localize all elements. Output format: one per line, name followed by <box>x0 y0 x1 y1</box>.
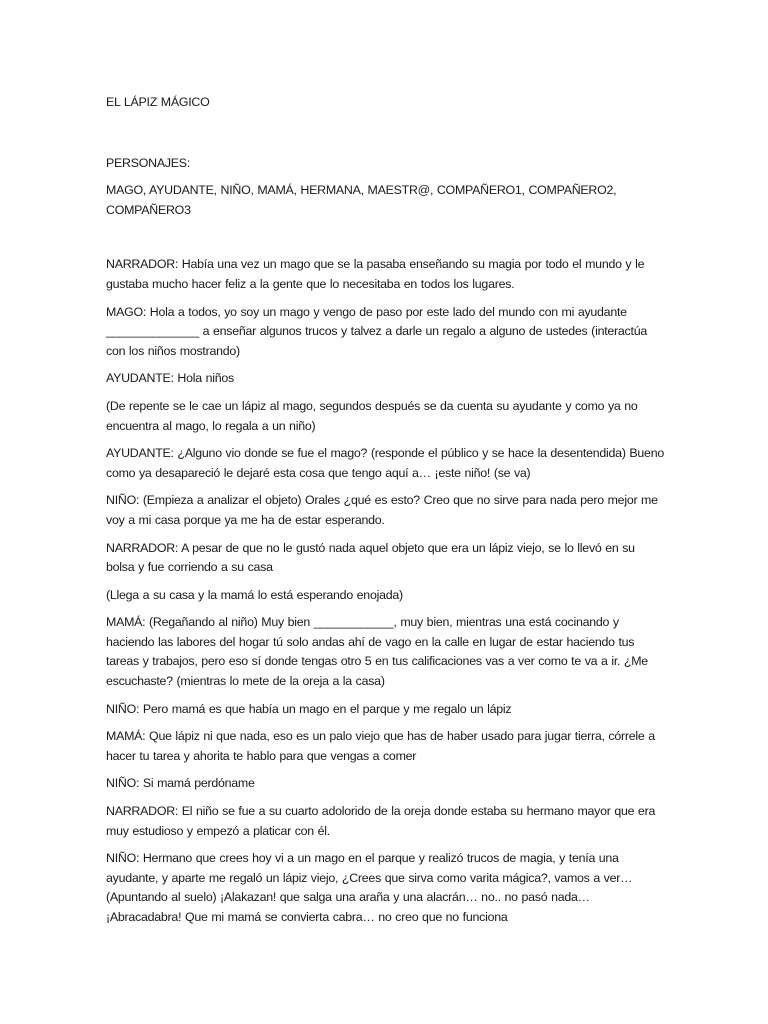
script-paragraph: MAMÁ: (Regañando al niño) Muy bien ____________, muy bien, mientras una está cocinando y haciendo las labores del hogar tú solo andas ahí de vago en la calle en lugar de estar haciendo tus tareas y trabajos, pero eso sí donde tengas otro 5 en tus calificaciones vas a ver como te va a ir. ¿Me escuchaste? (mientras lo mete de la oreja a la casa) <box>106 615 648 689</box>
stage-direction: (Llega a su casa y la mamá lo está esperando enojada) <box>106 587 403 602</box>
document-title: EL LÁPIZ MÁGICO <box>106 95 210 109</box>
stage-direction: (De repente se le cae un lápiz al mago, segundos después se da cuenta su ayudante y como ya no encuentra al mago, lo regala a un niño) <box>106 398 638 433</box>
script-paragraph: NIÑO: Pero mamá es que había un mago en el parque y me regalo un lápiz <box>106 701 512 716</box>
script-paragraph: MAGO: Hola a todos, yo soy un mago y vengo de paso por este lado del mundo con mi ayudante ______________ a enseñar algunos trucos y talvez a darle un regalo a alguno de ustedes (interactúa con los niños mostrando) <box>106 304 647 358</box>
document-body <box>106 93 666 936</box>
script-paragraph: NARRADOR: El niño se fue a su cuarto adolorido de la oreja donde estaba su hermano mayor que era muy estudioso y empezó a platicar con él. <box>106 804 656 838</box>
script-paragraph: NARRADOR: A pesar de que no le gustó nada aquel objeto que era un lápiz viejo, se lo llevó en su bolsa y fue corriendo a su casa <box>106 540 635 575</box>
script-paragraph: AYUDANTE: ¿Alguno vio donde se fue el mago? (responde el público y se hace la desentendida) Bueno como ya desapareció le dejaré esta cosa que tengo aquí a… ¡este niño! (se va) <box>106 446 664 480</box>
script-paragraph: NARRADOR: Había una vez un mago que se la pasaba enseñando su magia por todo el mundo y le gustaba mucho hacer feliz a la gente que lo necesitaba en todos los lugares. <box>106 257 645 291</box>
script-paragraph: NIÑO: Hermano que crees hoy vi a un mago en el parque y realizó trucos de magia, y tenía una ayudante, y aparte me regaló un lápiz viejo, ¿Crees que sirva como varita mágica?, vamos a ver… (Apuntando al suelo) ¡Alakazan! que salga una araña y una alacrán… no.. no pasó nada… ¡Abracadabra! Que mi mamá se convierta cabra… no creo que no funciona <box>106 851 633 924</box>
cast-heading: PERSONAJES: <box>106 155 191 170</box>
script-paragraph: NIÑO: (Empieza a analizar el objeto) Orales ¿qué es esto? Creo que no sirve para nada pero mejor me voy a mi casa porque ya me ha de estar esperando. <box>106 493 658 527</box>
script-paragraph: AYUDANTE: Hola niños <box>106 371 234 386</box>
script-paragraph: MAMÁ: Que lápiz ni que nada, eso es un palo viejo que has de haber usado para jugar tierra, córrele a hacer tu tarea y ahorita te hablo para que vengas a comer <box>106 729 655 763</box>
cast-list: MAGO, AYUDANTE, NIÑO, MAMÁ, HERMANA, MAESTR@, COMPAÑERO1, COMPAÑERO2, COMPAÑERO3 <box>106 183 617 217</box>
script-paragraph: NIÑO: Si mamá perdóname <box>106 776 255 791</box>
